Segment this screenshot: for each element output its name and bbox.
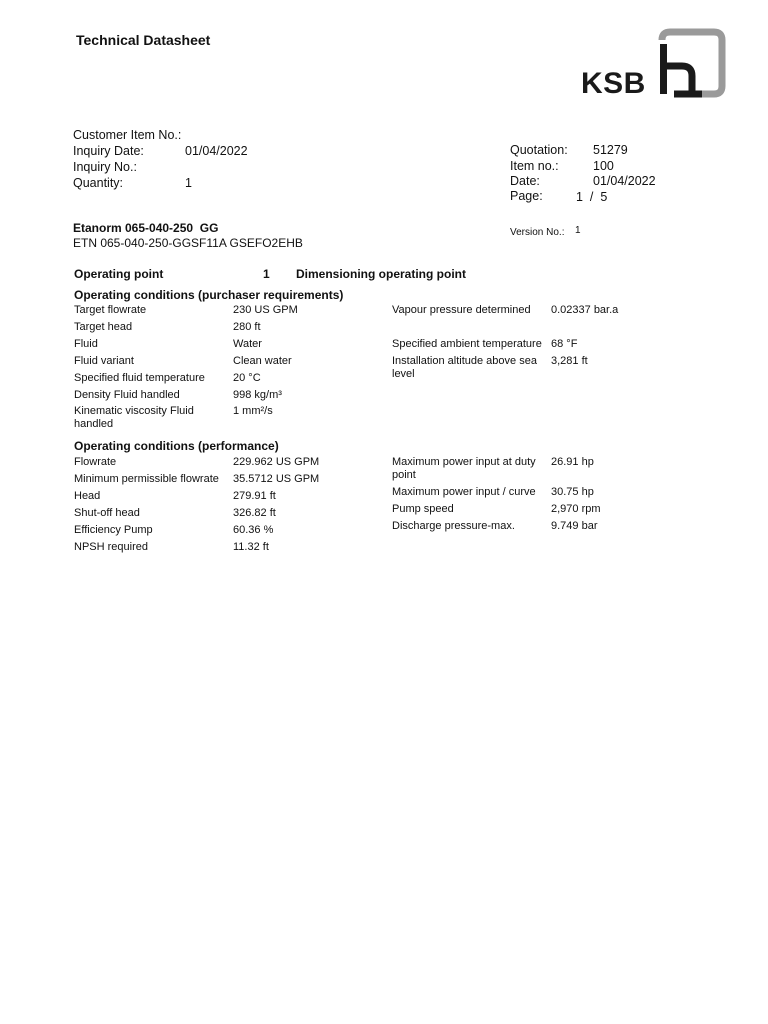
table-row-label: Vapour pressure determined (392, 304, 531, 316)
table-row-value: 68 °F (551, 338, 578, 350)
ksb-logo (578, 28, 726, 98)
performance-heading: Operating conditions (performance) (74, 439, 279, 453)
table-row-label: Efficiency Pump (74, 524, 153, 536)
table-row-label: Density Fluid handled (74, 389, 180, 401)
page-label: Page: (510, 189, 543, 203)
table-row-value: 30.75 hp (551, 486, 594, 498)
table-row-value: 9.749 bar (551, 520, 598, 532)
table-row-value: 3,281 ft (551, 355, 588, 367)
table-row-value: 2,970 rpm (551, 503, 601, 515)
table-row-value: 26.91 hp (551, 456, 594, 468)
table-row-value: 230 US GPM (233, 304, 298, 316)
purchaser-heading: Operating conditions (purchaser requirements) (74, 288, 344, 302)
quotation-value: 51279 (593, 143, 628, 157)
table-row-label: Kinematic viscosity Fluid handled (74, 405, 194, 430)
page-value: 1 / 5 (576, 190, 608, 204)
quantity-label: Quantity: (73, 176, 124, 190)
table-row-label: Minimum permissible flowrate (74, 473, 219, 485)
version-label: Version No.: (510, 227, 565, 238)
item-no-value: 100 (593, 159, 614, 173)
table-row-value: 20 °C (233, 372, 261, 384)
table-row-label: Specified ambient temperature (392, 338, 542, 350)
quantity-value: 1 (185, 176, 192, 190)
table-row-value: Water (233, 338, 262, 350)
table-row-value: 11.32 ft (233, 541, 269, 553)
table-row-value: 279.91 ft (233, 490, 276, 502)
inquiry-date-label: Inquiry Date: (73, 144, 144, 158)
table-row-label: Maximum power input at duty point (392, 456, 536, 481)
operating-point-label: Operating point (74, 267, 164, 281)
table-row-value: 326.82 ft (233, 507, 276, 519)
table-row-label: Discharge pressure-max. (392, 520, 515, 532)
date-label: Date: (510, 174, 540, 188)
table-row-label: Fluid (74, 338, 98, 350)
table-row-value: 998 kg/m³ (233, 389, 282, 401)
table-row-value: 35.5712 US GPM (233, 473, 320, 485)
version-value: 1 (575, 225, 581, 236)
item-no-label: Item no.: (510, 159, 559, 173)
table-row-label: Flowrate (74, 456, 117, 468)
product-code: ETN 065-040-250-GGSF11A GSEFO2EHB (73, 236, 303, 250)
table-row-value: 1 mm²/s (233, 405, 273, 417)
inquiry-no-label: Inquiry No.: (73, 160, 137, 174)
operating-point-description: Dimensioning operating point (296, 267, 466, 281)
ksb-logo-graphic (578, 28, 726, 98)
table-row-label: Shut-off head (74, 507, 140, 519)
table-row-value: 280 ft (233, 321, 261, 333)
page-title: Technical Datasheet (76, 32, 211, 48)
table-row-label: Head (74, 490, 101, 502)
table-row-label: Pump speed (392, 503, 454, 515)
table-row-label: Specified fluid temperature (74, 372, 205, 384)
product-name: Etanorm 065-040-250 GG (73, 221, 219, 235)
date-value: 01/04/2022 (593, 174, 656, 188)
table-row-label: Installation altitude above sea level (392, 355, 537, 380)
table-row-value: 229.962 US GPM (233, 456, 320, 468)
table-row-value: 60.36 % (233, 524, 274, 536)
customer-item-no-label: Customer Item No.: (73, 128, 182, 142)
table-row-value: Clean water (233, 355, 292, 367)
table-row-label: Fluid variant (74, 355, 134, 367)
table-row-value: 0.02337 bar.a (551, 304, 619, 316)
inquiry-date-value: 01/04/2022 (185, 144, 248, 158)
table-row-label: Maximum power input / curve (392, 486, 536, 498)
table-row-label: Target head (74, 321, 133, 333)
ksb-logo-text: KSB (581, 67, 646, 98)
table-row-label: NPSH required (74, 541, 148, 553)
table-row-label: Target flowrate (74, 304, 147, 316)
quotation-label: Quotation: (510, 143, 568, 157)
operating-point-number: 1 (263, 267, 270, 281)
